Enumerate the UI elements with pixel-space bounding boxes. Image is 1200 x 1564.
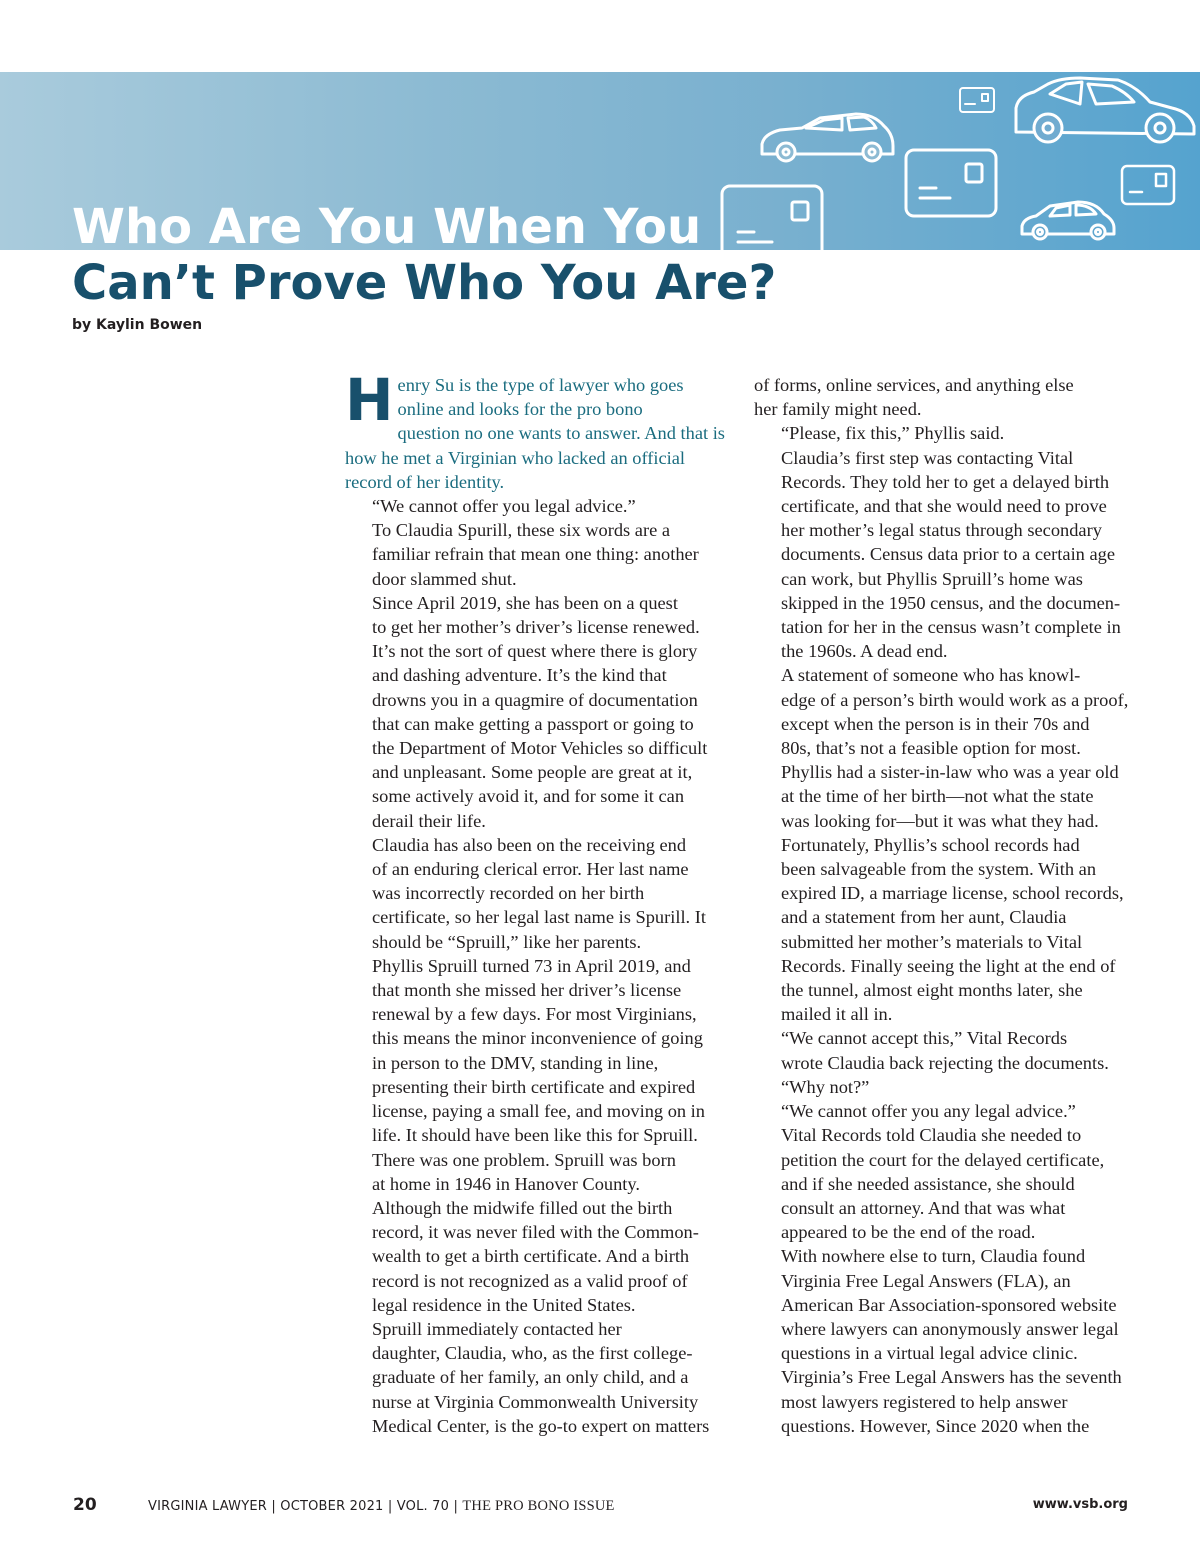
text-line: was looking for—but it was what they had. <box>781 810 1099 831</box>
text-line: nurse at Virginia Commonwealth University <box>372 1391 699 1412</box>
text-line: and if she needed assistance, she should <box>781 1173 1075 1194</box>
text-line: and a statement from her aunt, Claudia <box>781 907 1067 928</box>
id-card-icon <box>1122 166 1174 204</box>
text-line: license, paying a small fee, and moving on in <box>372 1101 705 1122</box>
text-line: Records. Finally seeing the light at the end of <box>781 955 1116 976</box>
text-line: except when the person is in their 70s and <box>781 713 1090 734</box>
body-paragraph <box>754 1026 1136 1074</box>
body-paragraph <box>345 494 725 518</box>
text-line: appeared to be the end of the road. <box>781 1222 1036 1243</box>
body-paragraph <box>754 446 1136 664</box>
text-line: Fortunately, Phyllis’s school records had <box>781 834 1080 855</box>
text-line: the Department of Motor Vehicles so difficult <box>372 738 708 759</box>
text-line: A statement of someone who has knowl- <box>781 665 1081 686</box>
text-line: drowns you in a quagmire of documentation <box>372 689 698 710</box>
text-line: Since April 2019, she has been on a quest <box>372 592 678 613</box>
text-line: skipped in the 1950 census, and the documen- <box>781 592 1121 613</box>
text-line: daughter, Claudia, who, as the first college- <box>372 1343 693 1364</box>
text-line: how he met a Virginian who lacked an official <box>345 447 686 468</box>
text-line: where lawyers can anonymously answer legal <box>781 1318 1119 1339</box>
text-line: Records. They told her to get a delayed birth <box>781 471 1110 492</box>
body-paragraph <box>754 421 1136 445</box>
page-number: 20 <box>73 1495 97 1515</box>
body-paragraph <box>345 1148 725 1317</box>
text-line: and dashing adventure. It’s the kind that <box>372 665 667 686</box>
text-line: Claudia’s first step was contacting Vital <box>781 447 1074 468</box>
text-line: question no one wants to answer. And that is <box>397 423 725 444</box>
text-line: Claudia has also been on the receiving end <box>372 834 687 855</box>
text-line: enry Su is the type of lawyer who goes <box>397 375 684 395</box>
body-paragraph <box>754 1244 1136 1438</box>
text-line: mailed it all in. <box>781 1004 893 1025</box>
text-line: of an enduring clerical error. Her last name <box>372 859 689 880</box>
text-line: certificate, and that she would need to prove <box>781 496 1107 517</box>
id-card-icon <box>960 88 994 112</box>
text-line: expired ID, a marriage license, school records, <box>781 883 1124 904</box>
title-line-1: Who Are You When You <box>72 199 702 255</box>
text-line: petition the court for the delayed certificate, <box>781 1149 1105 1170</box>
text-line: record, it was never filed with the Common- <box>372 1222 699 1243</box>
car-icon <box>762 114 893 161</box>
footer-url[interactable]: www.vsb.org <box>1032 1497 1128 1512</box>
text-line: Virginia’s Free Legal Answers has the seventh <box>781 1367 1122 1388</box>
article-column-right <box>754 373 1136 1438</box>
text-line: “Please, fix this,” Phyllis said. <box>781 423 1005 444</box>
text-line: graduate of her family, an only child, and a <box>372 1367 689 1388</box>
text-line: It’s not the sort of quest where there is glory <box>372 641 698 662</box>
text-line: that can make getting a passport or going to <box>372 713 694 734</box>
text-line: edge of a person’s birth would work as a proof, <box>781 689 1129 710</box>
text-line: Vital Records told Claudia she needed to <box>781 1125 1082 1146</box>
text-line: Medical Center, is the go-to expert on matters <box>372 1415 710 1436</box>
text-line: derail their life. <box>372 810 486 831</box>
body-paragraph <box>754 833 1136 1027</box>
text-line: American Bar Association-sponsored website <box>781 1294 1117 1315</box>
text-line: legal residence in the United States. <box>372 1294 636 1315</box>
text-line: record is not recognized as a valid proof of <box>372 1270 688 1291</box>
text-line: “We cannot accept this,” Vital Records <box>781 1028 1068 1049</box>
body-paragraph <box>754 373 1136 421</box>
footer-magazine: VIRGINIA LAWYER | OCTOBER 2021 | VOL. 70 | <box>148 1499 463 1514</box>
text-line: questions in a virtual legal advice clinic. <box>781 1343 1078 1364</box>
text-line: documents. Census data prior to a certain age <box>781 544 1115 565</box>
lead-paragraph <box>345 366 725 494</box>
text-line: wealth to get a birth certificate. And a birth <box>372 1246 690 1267</box>
text-line: some actively avoid it, and for some it can <box>372 786 685 807</box>
text-line: presenting their birth certificate and expired <box>372 1076 696 1097</box>
footer-publication <box>148 1498 615 1515</box>
text-line: to get her mother’s driver’s license renewed. <box>372 617 700 638</box>
text-line: the tunnel, almost eight months later, she <box>781 980 1083 1001</box>
text-line: To Claudia Spurill, these six words are a <box>372 520 671 541</box>
text-line: 80s, that’s not a feasible option for most. <box>781 738 1081 759</box>
text-line: of forms, online services, and anything else <box>754 375 1074 395</box>
body-paragraph <box>754 663 1136 832</box>
text-line: should be “Spruill,” like her parents. <box>372 931 642 952</box>
body-paragraph <box>754 1099 1136 1244</box>
body-paragraph <box>345 1317 725 1438</box>
text-line: at the time of her birth—not what the state <box>781 786 1094 807</box>
body-paragraph <box>345 954 725 1148</box>
byline: by Kaylin Bowen <box>72 317 203 333</box>
body-paragraph <box>345 591 725 833</box>
text-line: this means the minor inconvenience of going <box>372 1028 703 1049</box>
text-line: most lawyers registered to help answer <box>781 1391 1068 1412</box>
text-line: There was one problem. Spruill was born <box>372 1149 676 1170</box>
text-line: renewal by a few days. For most Virginians, <box>372 1004 697 1025</box>
text-line: the 1960s. A dead end. <box>781 641 948 662</box>
text-line: Although the midwife filled out the birth <box>372 1197 673 1218</box>
text-line: her family might need. <box>754 399 922 420</box>
text-line: With nowhere else to turn, Claudia found <box>781 1246 1086 1267</box>
text-line: online and looks for the pro bono <box>397 399 643 420</box>
text-line: record of her identity. <box>345 471 505 492</box>
text-line: Phyllis Spruill turned 73 in April 2019, and <box>372 955 691 976</box>
drop-cap: H <box>345 366 394 434</box>
text-line: certificate, so her legal last name is Spurill. It <box>372 907 706 928</box>
text-line: and unpleasant. Some people are great at it, <box>372 762 693 783</box>
text-line: life. It should have been like this for Spruill. <box>372 1125 698 1146</box>
text-line: Spruill immediately contacted her <box>372 1318 622 1339</box>
text-line: door slammed shut. <box>372 568 517 589</box>
text-line: familiar refrain that mean one thing: another <box>372 544 699 565</box>
text-line: her mother’s legal status through secondary <box>781 520 1102 541</box>
text-line: that month she missed her driver’s license <box>372 980 682 1001</box>
text-line: tation for her in the census wasn’t complete in <box>781 617 1121 638</box>
body-paragraph <box>754 1075 1136 1099</box>
text-line: at home in 1946 in Hanover County. <box>372 1173 640 1194</box>
article-column-left <box>345 366 725 1438</box>
text-line: Phyllis had a sister-in-law who was a year old <box>781 762 1119 783</box>
body-paragraph <box>345 833 725 954</box>
body-paragraph <box>345 518 725 591</box>
text-line: questions. However, Since 2020 when the <box>781 1415 1090 1436</box>
text-line: was incorrectly recorded on her birth <box>372 883 645 904</box>
car-icon <box>1016 78 1194 142</box>
text-line: submitted her mother’s materials to Vital <box>781 931 1083 952</box>
text-line: “We cannot offer you legal advice.” <box>372 496 636 517</box>
text-line: been salvageable from the system. With an <box>781 859 1097 880</box>
page-footer <box>0 1495 1200 1519</box>
text-line: Virginia Free Legal Answers (FLA), an <box>781 1270 1071 1291</box>
text-line: in person to the DMV, standing in line, <box>372 1052 659 1073</box>
article-title <box>72 200 1072 312</box>
text-line: consult an attorney. And that was what <box>781 1197 1066 1218</box>
text-line: wrote Claudia back rejecting the documents. <box>781 1052 1109 1073</box>
footer-issue: THE PRO BONO ISSUE <box>462 1498 615 1514</box>
text-line: can work, but Phyllis Spruill’s home was <box>781 568 1083 589</box>
text-line: “We cannot offer you any legal advice.” <box>781 1101 1076 1122</box>
text-line: “Why not?” <box>781 1076 870 1097</box>
title-line-2: Can’t Prove Who You Are? <box>72 255 777 311</box>
